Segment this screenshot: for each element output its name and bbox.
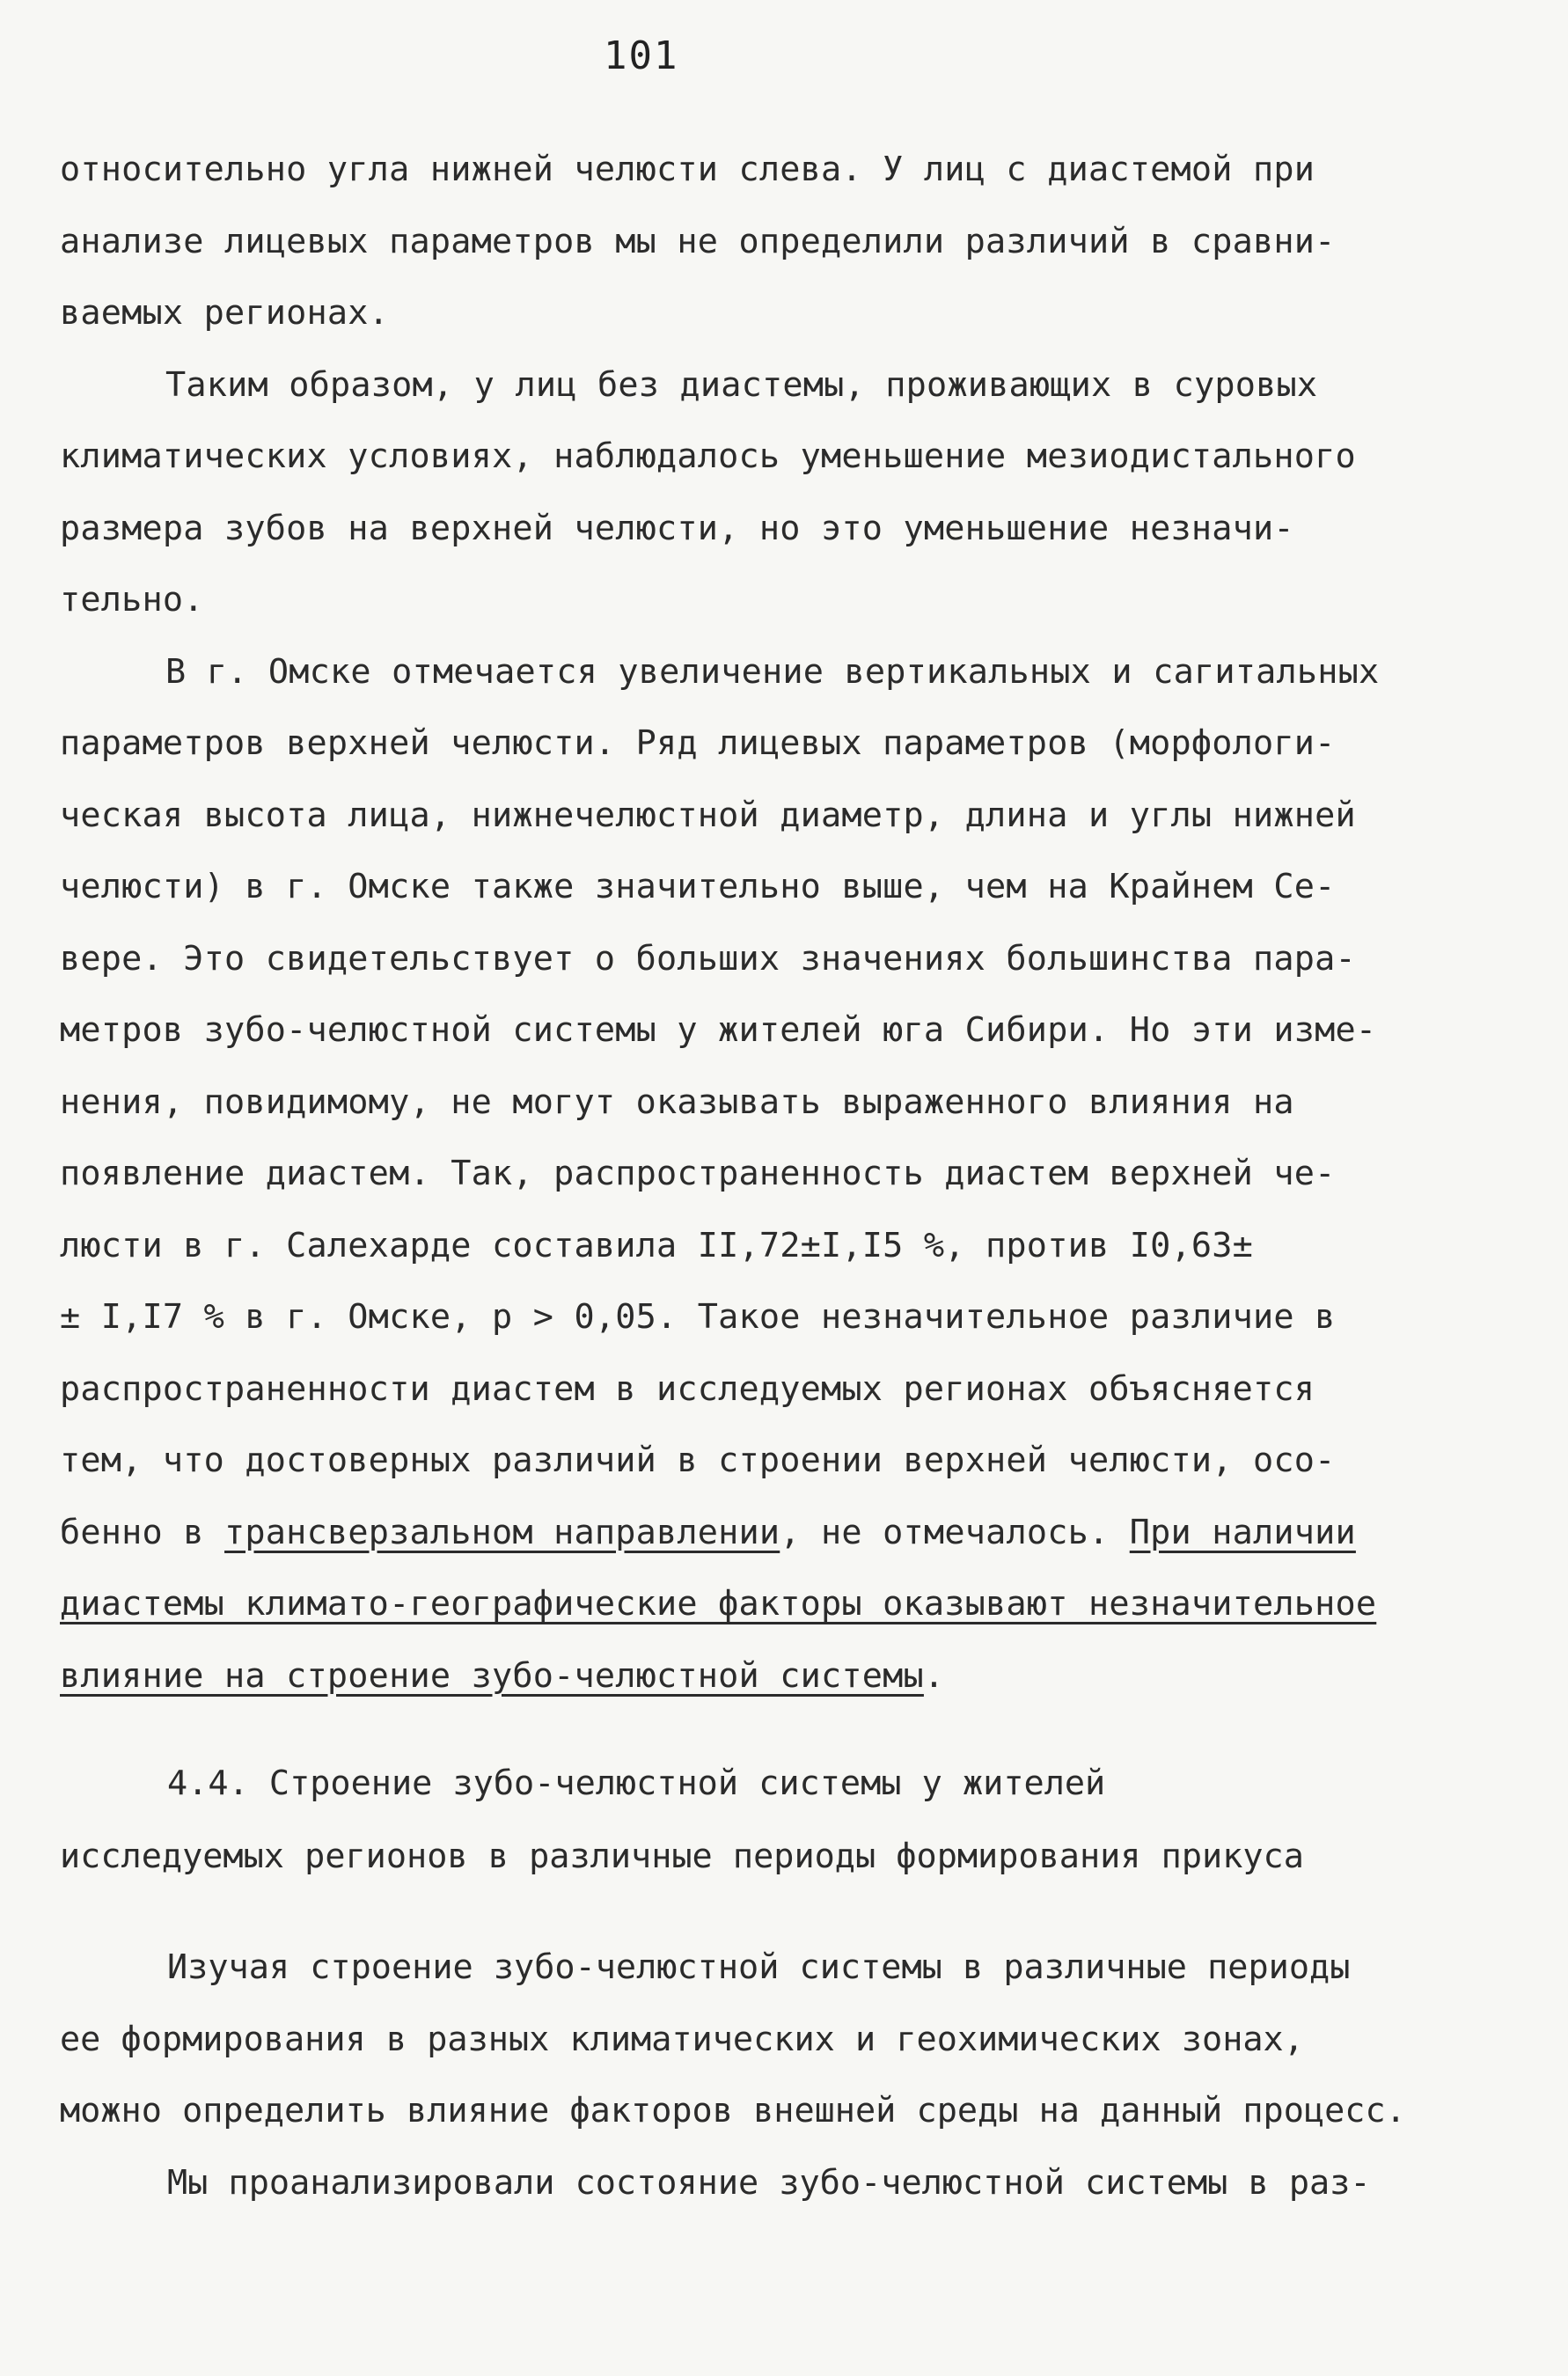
text-line: относительно угла нижней челюсти слева. У лиц с диастемой при xyxy=(60,150,1315,189)
text-line: появление диастем. Так, распространенность диастем верхней че- xyxy=(60,1154,1336,1193)
text-line: ± I,I7 % в г. Омске, р > 0,05. Такое незначительное различие в xyxy=(60,1297,1336,1337)
text-line: анализе лицевых параметров мы не определили различий в сравни- xyxy=(60,221,1336,261)
text-line: климатических условиях, наблюдалось уменьшение мезиодистального xyxy=(60,436,1356,476)
text-line: размера зубов на верхней челюсти, но это уменьшение незначи- xyxy=(60,508,1294,548)
text-line: ее формирования в разных климатических и геохимических зонах, xyxy=(60,2019,1304,2059)
section-heading-line: 4.4. Строение зубо-челюстной системы у жителей xyxy=(167,1764,1106,1803)
text-line: нения, повидимому, не могут оказывать выраженного влияния на xyxy=(60,1082,1294,1122)
underlined-fragment: При наличии xyxy=(1129,1512,1356,1552)
text-line: ваемых регионах. xyxy=(60,293,390,333)
text-line: Мы проанализировали состояние зубо-челюстной системы в раз- xyxy=(167,2162,1371,2203)
page-number: 101 xyxy=(604,33,679,78)
text-fragment: бенно в xyxy=(60,1512,225,1552)
text-fragment: . xyxy=(923,1655,945,1696)
text-line: В г. Омске отмечается увеличение вертикальных и сагитальных xyxy=(165,651,1380,692)
section-heading-line: исследуемых регионов в различные периоды формирования прикуса xyxy=(60,1837,1304,1876)
text-line: тем, что достоверных различий в строении верхней челюсти, осо- xyxy=(60,1441,1336,1480)
text-line-underlined xyxy=(60,1640,1494,1712)
text-line: люсти в г. Салехарде составила II,72±I,I5 %, против I0,63± xyxy=(60,1225,1253,1265)
text-line: параметров верхней челюсти. Ряд лицевых параметров (морфологи- xyxy=(60,723,1336,763)
text-line: Изучая строение зубо-челюстной системы в различные периоды xyxy=(167,1947,1351,1987)
text-line: вере. Это свидетельствует о больших значениях большинства пара- xyxy=(60,938,1356,979)
text-line: тельно. xyxy=(60,580,204,620)
text-line-underlined xyxy=(60,1568,1494,1640)
text-line: можно определить влияние факторов внешней среды на данный процесс. xyxy=(60,2091,1406,2130)
text-line-underlined-mixed xyxy=(60,1497,1494,1569)
underlined-fragment: диастемы климато-географические факторы оказывают незначительное xyxy=(60,1584,1377,1624)
closing-paragraph xyxy=(60,1932,1406,2218)
text-line: распространенности диастем в исследуемых регионах объясняется xyxy=(60,1368,1315,1409)
text-line: Таким образом, у лиц без диастемы, проживающих в суровых xyxy=(165,364,1318,405)
underlined-fragment: трансверзальном направлении xyxy=(224,1512,780,1552)
underlined-fragment: влияние на строение зубо-челюстной системы xyxy=(60,1655,924,1696)
section-heading xyxy=(60,1747,1304,1893)
text-line: челюсти) в г. Омске также значительно выше, чем на Крайнем Се- xyxy=(60,867,1336,906)
text-line: метров зубо-челюстной системы у жителей юга Сибири. Но эти изме- xyxy=(60,1010,1377,1050)
text-fragment: , не отмечалось. xyxy=(780,1512,1130,1552)
text-line: ческая высота лица, нижнечелюстной диаметр, длина и углы нижней xyxy=(60,795,1356,835)
body-text xyxy=(60,134,1494,1712)
